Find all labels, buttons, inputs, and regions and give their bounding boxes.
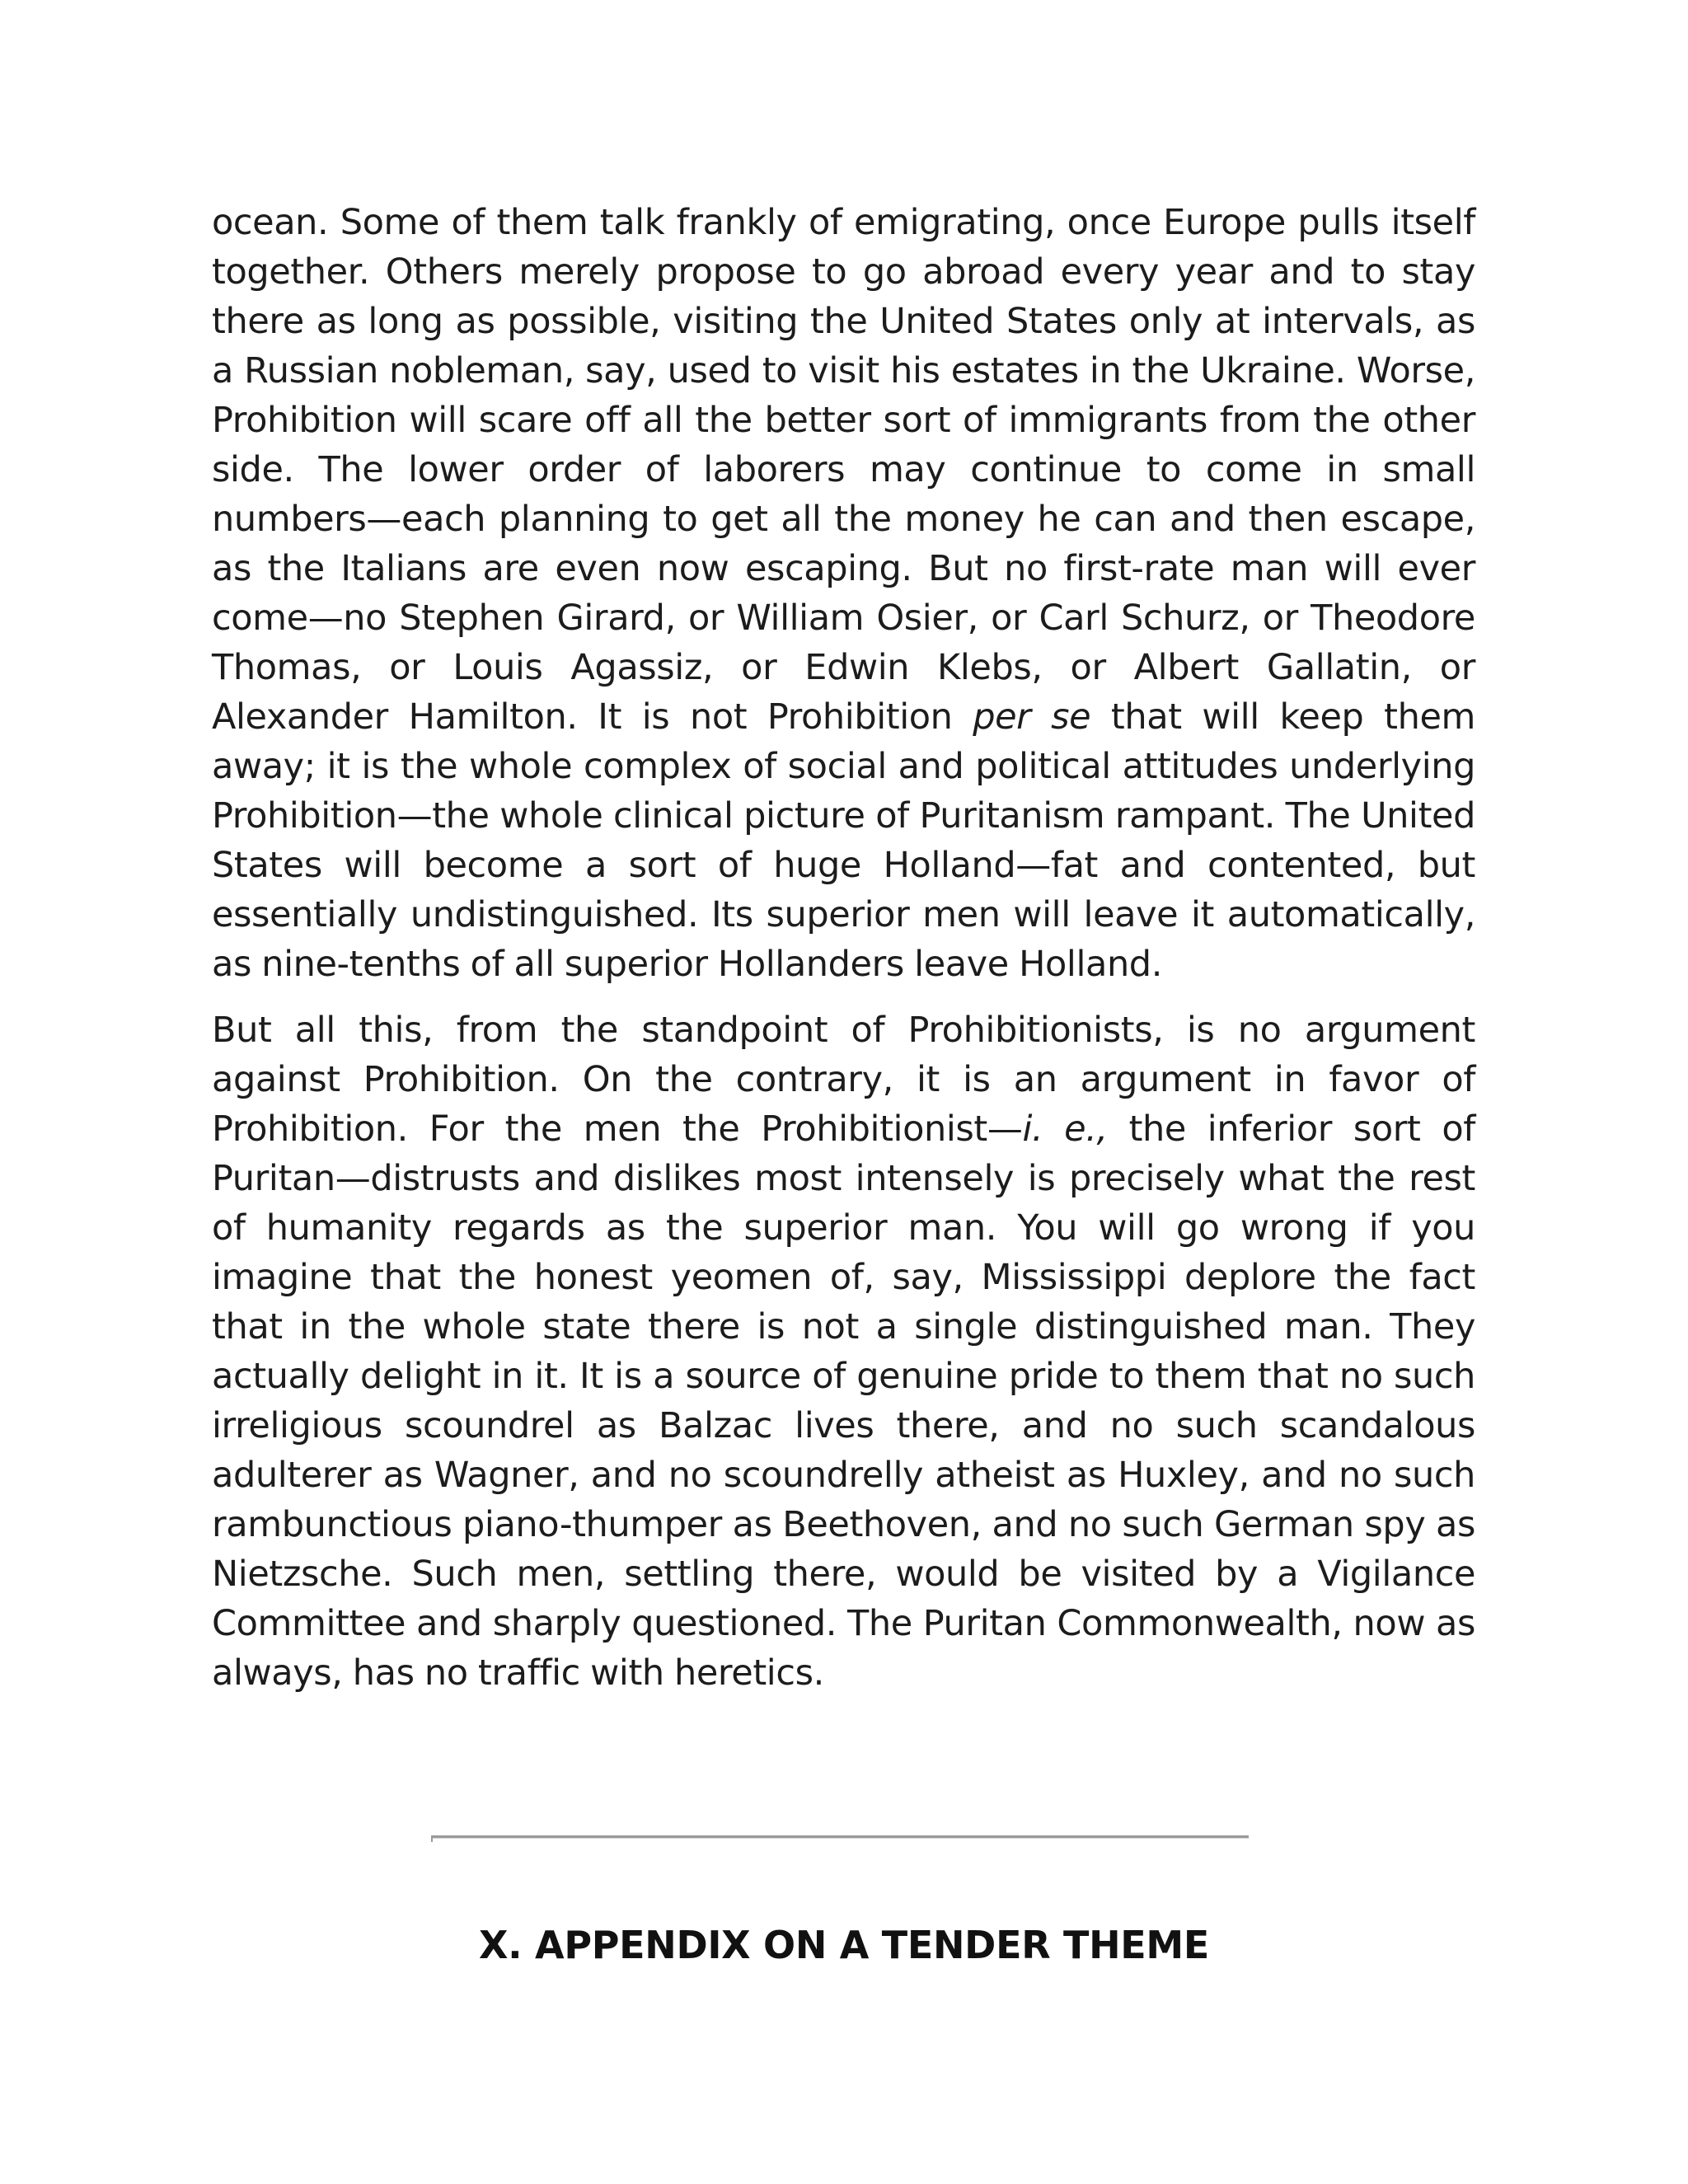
paragraph-1: [212, 198, 1475, 989]
section-divider: [431, 1835, 1249, 1839]
paragraph-1-italic-per-se: per se: [973, 696, 1091, 738]
paragraph-1-text-b: that will keep them away; it is the whole complex of social and political attitudes underlying Prohibition—the whole clinical picture of Puritanism rampant. The United States will become a sort of huge Holland—fat and contented, but essentially undistinguished. Its superior men will leave it automatically, as nine-tenths of all superior Hollanders leave Holland.: [212, 696, 1475, 985]
paragraph-2-italic-ie: i. e.,: [1022, 1108, 1108, 1150]
paragraph-2-text-b: the inferior sort of Puritan—distrusts and dislikes most intensely is precisely what the rest of humanity regards as the superior man. You will go wrong if you imagine that the honest yeomen of, say, Mississippi deplore the fact that in the whole state there is not a single distinguished man. They actually delight in it. It is a source of genuine pride to them that no such irreligious scoundrel as Balzac lives there, and no such scandalous adulterer as Wagner, and no scoundrelly atheist as Huxley, and no such rambunctious piano-thumper as Beethoven, and no such German spy as Nietzsche. Such men, settling there, would be visited by a Vigilance Committee and sharply questioned. The Puritan Commonwealth, now as always, has no traffic with heretics.: [212, 1108, 1475, 1694]
chapter-heading: X. APPENDIX ON A TENDER THEME: [478, 1923, 1210, 1967]
body-text: [212, 198, 1475, 1698]
paragraph-1-text-a: ocean. Some of them talk frankly of emigrating, once Europe pulls itself together. Others merely propose to go abroad every year and to stay there as long as possible, visiting the United States only at intervals, as a Russian nobleman, say, used to visit his estates in the Ukraine. Worse, Prohibition will scare off all the better sort of immigrants from the other side. The lower order of laborers may continue to come in small numbers—each planning to get all the money he can and then escape, as the Italians are even now escaping. But no first-rate man will ever come—no Stephen Girard, or William Osier, or Carl Schurz, or Theodore Thomas, or Louis Agassiz, or Edwin Klebs, or Albert Gallatin, or Alexander Hamilton. It is not Prohibition: [212, 202, 1475, 738]
paragraph-2-text-a: But all this, from the standpoint of Prohibitionists, is no argument against Prohibition. On the contrary, it is an argument in favor of Prohibition. For the men the Prohibitionist—: [212, 1010, 1475, 1150]
paragraph-2: [212, 1005, 1475, 1698]
